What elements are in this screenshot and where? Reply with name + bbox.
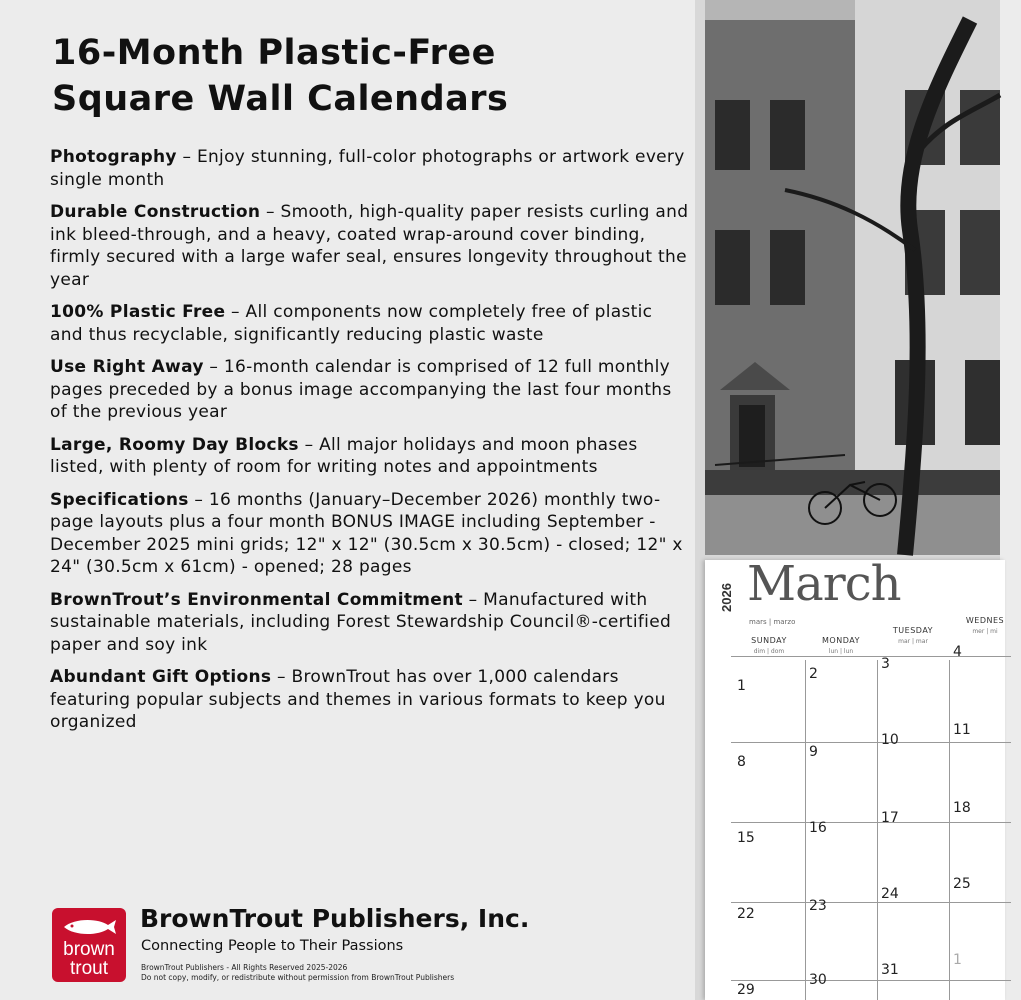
- calendar-date: 16: [809, 820, 827, 836]
- feature-photography: [50, 146, 690, 191]
- feature-gift-options: [50, 666, 690, 734]
- calendar-page: [705, 556, 1005, 1000]
- calendar-date: 2: [809, 666, 818, 682]
- calendar-date: 24: [881, 886, 899, 902]
- title-line-2: Square Wall Calendars: [52, 79, 509, 119]
- feature-text: – All components now completely free of plastic and thus recyclable, significantly reducing plastic waste: [50, 302, 653, 345]
- calendar-date: 18: [953, 800, 971, 816]
- calendar-date: 30: [809, 972, 827, 988]
- calendar-year: 2026: [719, 583, 734, 612]
- calendar-date: 3: [881, 656, 890, 672]
- feature-day-blocks: [50, 434, 690, 479]
- calendar-photo: [705, 0, 1000, 555]
- grid-line: [805, 660, 806, 1000]
- calendar-date: 23: [809, 898, 827, 914]
- grid-line: [877, 660, 878, 1000]
- page-title: [52, 30, 692, 122]
- day-sub-wednesday: mer | mi: [972, 628, 998, 635]
- calendar-date: 10: [881, 732, 899, 748]
- calendar-month-translations: mars | marzo: [749, 618, 796, 626]
- browntrout-logo: [52, 908, 126, 982]
- feature-specifications: [50, 489, 690, 579]
- product-preview: [695, 0, 1005, 1000]
- feature-environmental-commitment: [50, 589, 690, 657]
- trout-icon: [60, 916, 118, 938]
- day-header-wednesday: WEDNES: [965, 616, 1005, 625]
- logo-text-trout: trout: [69, 958, 109, 979]
- title-line-1: 16-Month Plastic-Free: [52, 33, 496, 73]
- calendar-date: 17: [881, 810, 899, 826]
- day-sub-sunday: dim | dom: [753, 648, 785, 655]
- feature-heading: Abundant Gift Options: [50, 667, 272, 687]
- day-header-tuesday: TUESDAY: [892, 626, 934, 635]
- day-sub-monday: lun | lun: [828, 648, 854, 655]
- feature-heading: Use Right Away: [50, 357, 204, 377]
- calendar-date-next-month: 1: [953, 952, 962, 968]
- redistribution-notice: Do not copy, modify, or redistribute without permission from BrownTrout Publishers: [141, 973, 455, 982]
- feature-text: – 16-month calendar is comprised of 12 full monthly pages preceded by a bonus image accompanying the last four months of the previous year: [50, 357, 672, 422]
- calendar-date: 11: [953, 722, 971, 738]
- feature-list: [50, 146, 690, 744]
- calendar-date: 15: [737, 830, 755, 846]
- logo-text-brown: brown: [63, 939, 115, 960]
- feature-use-right-away: [50, 356, 690, 424]
- feature-plastic-free: [50, 301, 690, 346]
- grid-line: [731, 902, 1011, 903]
- grid-line: [731, 656, 1011, 657]
- calendar-date: 4: [953, 644, 962, 660]
- feature-text: – BrownTrout has over 1,000 calendars featuring popular subjects and themes in various formats to keep you organized: [50, 667, 666, 732]
- publisher-name: BrownTrout Publishers, Inc.: [140, 904, 530, 933]
- grid-line: [949, 660, 950, 1000]
- feature-heading: Photography: [50, 147, 177, 167]
- feature-heading: 100% Plastic Free: [50, 302, 226, 322]
- calendar-date: 31: [881, 962, 899, 978]
- grid-line: [731, 822, 1011, 823]
- calendar-date: 1: [737, 678, 746, 694]
- feature-heading: Durable Construction: [50, 202, 261, 222]
- feature-heading: BrownTrout’s Environmental Commitment: [50, 589, 463, 610]
- townhouse-photo-illustration: [705, 0, 1000, 555]
- grid-line: [731, 742, 1011, 743]
- feature-text: – Smooth, high-quality paper resists curling and ink bleed-through, and a heavy, coated wrap-around cover binding, firmly secured with a large wafer seal, ensures longevity throughout the year: [50, 202, 689, 290]
- feature-heading: Large, Roomy Day Blocks: [50, 434, 299, 455]
- copyright-notice: BrownTrout Publishers - All Rights Reserved 2025-2026: [141, 963, 348, 972]
- calendar-date: 22: [737, 906, 755, 922]
- calendar-date: 9: [809, 744, 818, 760]
- day-header-sunday: SUNDAY: [751, 636, 787, 645]
- publisher-tagline: Connecting People to Their Passions: [141, 938, 404, 954]
- feature-heading: Specifications: [50, 489, 189, 510]
- calendar-date: 25: [953, 876, 971, 892]
- calendar-date: 8: [737, 754, 746, 770]
- feature-text: – Enjoy stunning, full-color photographs or artwork every single month: [50, 147, 685, 190]
- day-sub-tuesday: mar | mar: [898, 638, 928, 645]
- grid-line: [731, 980, 1011, 981]
- feature-text: – All major holidays and moon phases listed, with plenty of room for writing notes and appointments: [50, 434, 638, 477]
- calendar-month: March: [747, 556, 901, 612]
- feature-durable-construction: [50, 201, 690, 291]
- feature-text: – 16 months (January–December 2026) monthly two-page layouts plus a four month BONUS IMAGE including September - December 2025 mini grids; 12" x 12" (30.5cm x 30.5cm) - closed; 12" x 24" (30.5cm x 61cm) - opened; 28 pages: [50, 489, 683, 577]
- day-header-monday: MONDAY: [822, 636, 860, 645]
- calendar-date: 29: [737, 982, 755, 998]
- feature-text: – Manufactured with sustainable materials, including Forest Stewardship Council®-certified paper and soy ink: [50, 589, 672, 655]
